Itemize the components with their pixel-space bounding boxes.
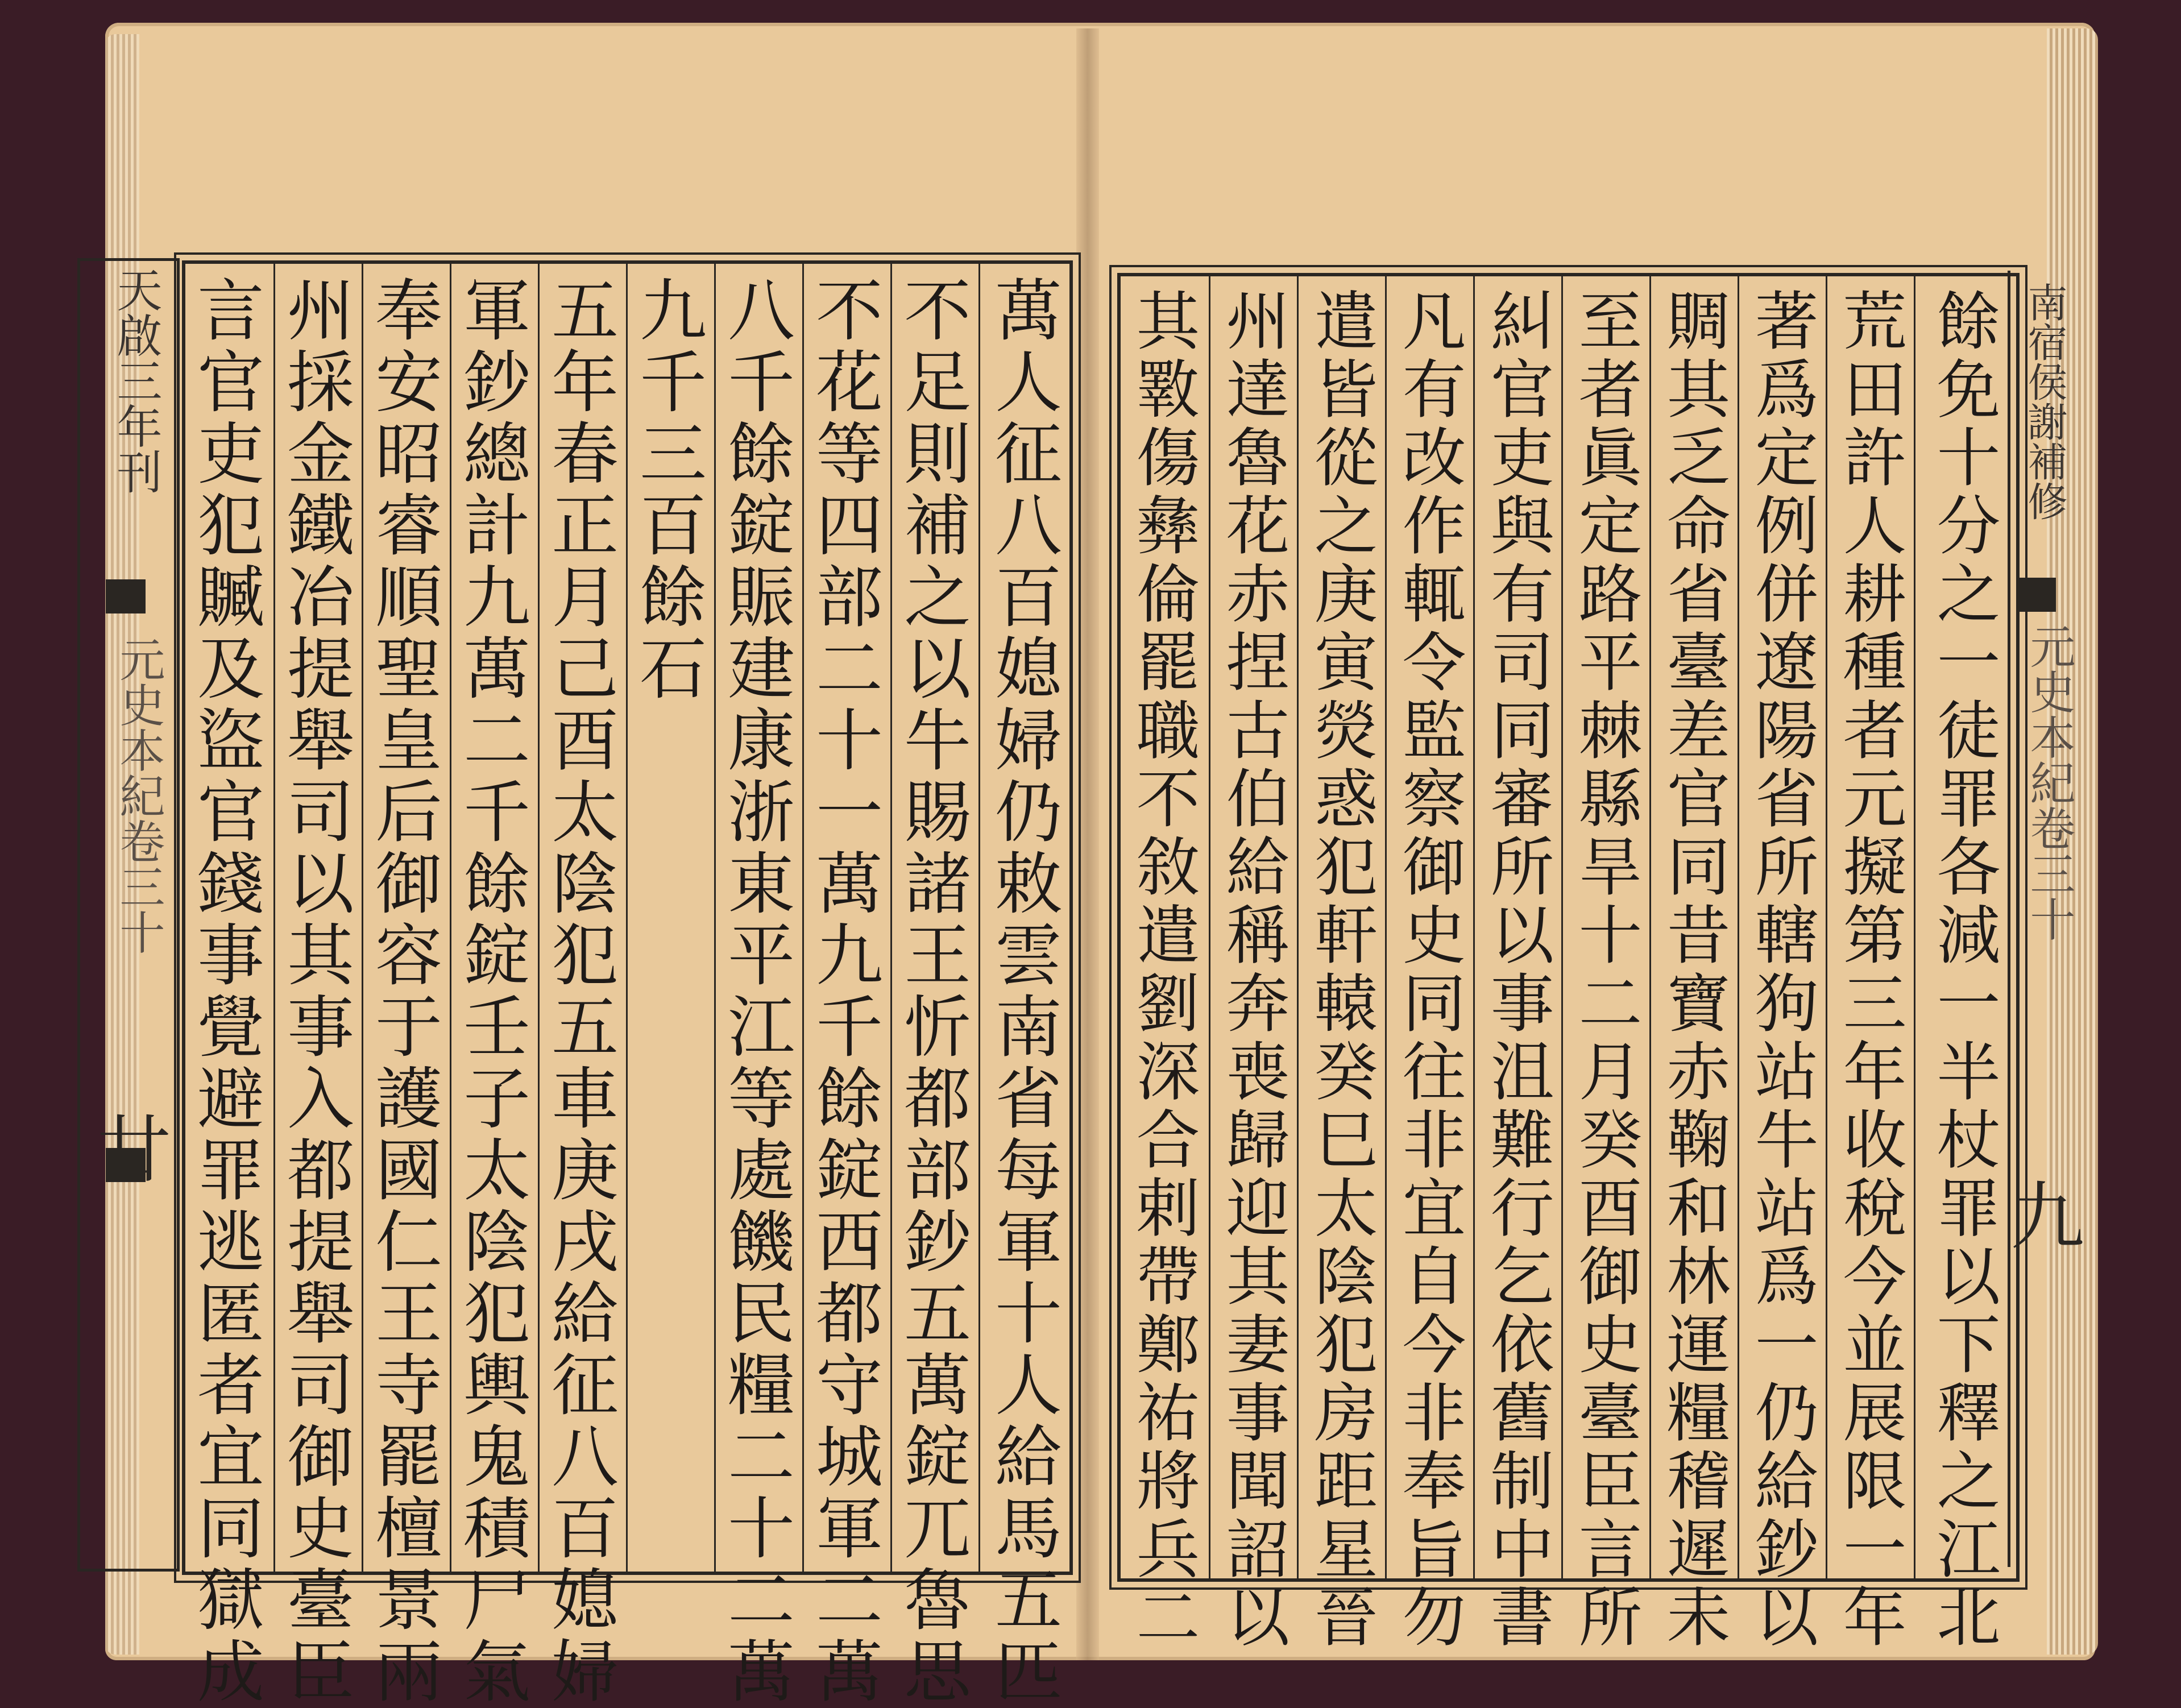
column-10 (185, 264, 273, 1708)
column-text: 九千三百餘石 (628, 275, 707, 705)
column-text: 言官吏犯贓及盜官錢事覺避罪逃匿者宜同獄成 (186, 275, 264, 1708)
column-5 (1561, 276, 1651, 1652)
column-6 (538, 264, 628, 1708)
right-page-number: 九 (2010, 1174, 2085, 1260)
column-5 (626, 264, 716, 1572)
column-1 (1914, 276, 2009, 1652)
column-text: 糾官吏與有司同審所以事沮難行乞依舊制中書 (1480, 288, 1554, 1652)
column-3 (1738, 276, 1827, 1652)
column-text: 五年春正月己酉太陰犯五車庚戌給征八百媳婦 (540, 275, 619, 1708)
column-3 (802, 264, 892, 1708)
column-text: 不花等四部二十一萬九千餘錠西都守城軍二萬 (805, 275, 883, 1708)
column-text: 荒田許人耕種者元擬第三年收稅今並展限一年 (1832, 288, 1906, 1652)
column-text: 州達魯花赤捏古伯給稱奔喪歸迎其妻事聞詔以 (1216, 288, 1289, 1652)
right-fold-mark (2016, 578, 2056, 612)
column-7 (450, 264, 540, 1708)
column-1 (978, 264, 1071, 1708)
column-text: 奉安昭睿順聖皇后御容于護國仁王寺罷檀景兩 (364, 275, 442, 1708)
right-page-frame (1117, 273, 2085, 1652)
column-text: 州採金鐵冶提舉司以其事入都提舉司御史臺臣 (276, 275, 354, 1708)
column-text: 軍鈔總計九萬二千餘錠壬子太陰犯輿鬼積尸氣 (452, 275, 530, 1708)
column-10 (1121, 276, 1209, 1652)
book-gutter (1076, 28, 1099, 1660)
column-2 (1826, 276, 1915, 1652)
column-text: 不足則補之以牛賜諸王忻都部鈔五萬錠兀魯思 (893, 275, 971, 1708)
column-text: 賙其乏命省臺差官同昔寶赤鞠和林運糧稽遲未 (1656, 288, 1730, 1652)
column-text: 凡有改作輒令監察御史同往非宜自今非奉旨勿 (1392, 288, 1466, 1652)
right-margin-label: 南宿侯謝補修 (2021, 282, 2068, 521)
left-page-frame (97, 260, 1073, 1708)
column-2 (890, 264, 980, 1708)
left-fold-mark-top (106, 579, 146, 613)
column-text: 遣皆從之庚寅熒惑犯軒轅癸巳太陰犯房距星晉 (1304, 288, 1378, 1652)
column-text: 萬人征八百媳婦仍敕雲南省每軍十人給馬五匹 (984, 275, 1062, 1708)
right-book-title: 元史本紀卷三十 (2022, 623, 2075, 942)
column-9 (273, 264, 363, 1708)
left-margin-label: 天啟三年刊 (109, 267, 162, 494)
column-7 (1385, 276, 1475, 1652)
column-text: 至者眞定路平棘縣旱十二月癸酉御史臺臣言所 (1568, 288, 1642, 1652)
left-page-number: 廿 (97, 1107, 172, 1193)
left-margin-strip (77, 258, 180, 1572)
column-8 (1297, 276, 1387, 1652)
column-4 (714, 264, 804, 1708)
column-text: 其斁傷彝倫罷職不敘遣劉深合剌帶鄭祐將兵二 (1126, 288, 1200, 1652)
column-text: 著爲定例併遼陽省所轄狗站牛站爲一仍給鈔以 (1744, 288, 1818, 1652)
right-margin-strip (2008, 271, 2085, 1567)
column-8 (362, 264, 451, 1708)
column-text: 八千餘錠賑建康浙東平江等處饑民糧二十二萬 (716, 275, 795, 1708)
column-4 (1649, 276, 1739, 1652)
left-book-title: 元史本紀卷三十 (112, 636, 165, 955)
column-6 (1473, 276, 1563, 1652)
column-9 (1209, 276, 1299, 1652)
column-text: 餘免十分之一徒罪各減一半杖罪以下釋之江北 (1926, 288, 2000, 1652)
